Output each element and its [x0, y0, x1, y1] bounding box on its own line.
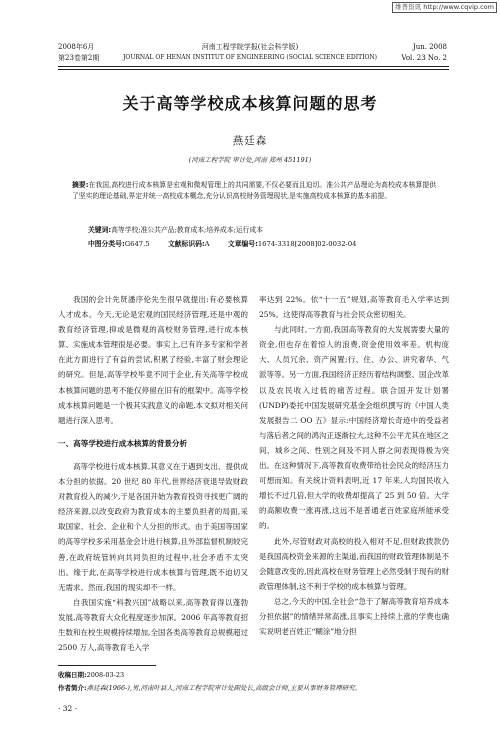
author-affiliation: (河南工程学院 审计处,河南 郑州 451191) [188, 156, 312, 164]
doc-code-value: A [204, 240, 210, 248]
abstract [72, 180, 436, 202]
abstract-label: 摘要: [72, 181, 89, 189]
clc-value: G647.5 [124, 240, 150, 248]
journal-title-cn: 河南工程学院学报(社会科学版) [201, 43, 299, 51]
header-rule-thin [58, 69, 449, 70]
header-issue: 第23卷第2期 [58, 54, 100, 62]
footnote-author [58, 683, 458, 693]
header-volume-en: Vol. 23 No. 2 [401, 54, 447, 62]
keywords [88, 225, 263, 236]
keywords-label: 关键词: [88, 226, 112, 234]
paragraph: 此外,尽管财政对高校的投入相对不足,但财政拨款仍是我国高校资金来源的主渠道,而我国的财政管理体制是不会随意改变的,因此高校在财务管理上必然受制于现有的财政管理体制,这不利于学校的成本核算与管理。 [259, 536, 449, 591]
header-rule [58, 66, 449, 67]
journal-title-en: JOURNAL OF HENAN INSTITUT OF ENGINEERING (SOCIAL SCIENCE EDITION) [123, 54, 377, 61]
article-id-value: 1674-3318[2008]02-0032-04 [257, 240, 357, 248]
doc-code-label: 文献标识码: [167, 240, 205, 248]
paragraph: 与此同时,一方面,我国高等教育的大发展需要大量的资金,但也存在着惊人的浪费,资金使用效率差。机构庞大、人员冗余、资产闲置;行、住、办公、讲究奢华、气派等等。另一方面,我国经济正经历着结构调整、国企改革以及农民收入过低的痛苦过程。联合国开发计划署(UNDP)委托中国发展研究基金会组织撰写的《中国人类发展报告二 OO 五》显示:中国经济增长奇迹中的受益者与落后者之间的鸿沟正逐渐拉大,这种不公平尤其在地区之间、城乡之间、性别之间及不同人群之间表现得极为突出。在这种情况下,高等教育收费带给社会民众的经济压力可想而知。有关统计资料表明,近 17 年来,人均国民收入增长不过几倍,但大学的收费却提高了 25 到 50 倍。大学的高额收费一涨再涨,这远不是普通老百姓家庭所能承受的。 [259, 325, 449, 531]
keywords-text: 高等学校;准公共产品;教育成本;培养成本;运行成本 [111, 226, 264, 234]
left-column [58, 292, 248, 655]
paragraph: 自我国实施“科教兴国”战略以来,高等教育得以蓬勃发展,高等教育大众化程度逐步加深。2006 年高等教育招生数和在校生规模持续增加,全国各类高等教育总规模超过 2500 万人,高等教育毛入学 [58, 597, 248, 653]
clc-label: 中图分类号: [88, 240, 125, 248]
author-bio: 燕廷森(1966-),男,河南叶县人,河南工程学院审计处副处长,高级会计师,主要从事财务管理研究。 [86, 684, 362, 692]
footnote-received [58, 670, 124, 680]
paragraph: 高等学校进行成本核算,其意义在于遇到支出、提供成本分担的依据。20 世纪 80 年代,世界经济衰退导致财政对教育投入的减少,于是各国开始为教育投资寻找更广阔的经济来源,以改变政府为教育成本的主要负担者的局面,采取国家、社会、企业和个人分担的形式。由于美国等国家的高等学校多采用基金会计进行核算,且外部监督机制较完善,在政府统管转向共同负担的过程中,社会矛盾不太突出。缘于此,在高等学校进行成本核算与管理,既不迫切又无需求。然而,我国的现实却不一样。 [58, 461, 248, 592]
header-month-en: Jun. 2008 [412, 43, 447, 51]
right-column [259, 292, 449, 639]
header-date: 2008年6月 [58, 43, 95, 51]
paragraph: 率达到 22%。依“十一五”规划,高等教育毛入学率达到 25%。这使得高等教育与社会民众密切相关。 [259, 295, 449, 320]
page-number: · 32 · [58, 704, 78, 713]
author-bio-label: 作者简介: [58, 684, 87, 692]
paragraph: 我国的会计先贤潘序伦先生很早就提出:有必要核算人才成本。今天,无论是宏观的国民经济管理,还是中观的教育经济管理,抑或是微观的高校财务管理,进行成本核算、实施成本管理很是必要。事实上,已有许多专家和学者在此方面进行了有益的尝试,积累了经验,丰富了财会理论的研究。但是,高等学校毕竟不同于企业,有关高等学校成本核算问题的思考不能仅停留在旧有的框架中。高等学校成本核算问题是一个极其实践意义的命题,本文拟对相关问题进行深入思考。 [58, 295, 248, 425]
abstract-text: 在我国,高校进行成本核算是宏观和微观管理上的共同需要,不仅必要而且迫切。准公共产品理论为高校成本核算提供了坚实的理论基础,界定并统一高校成本概念,充分认识高校财务管理现状,是实施高校成本核算的基本前提。 [72, 181, 437, 200]
article-id-label: 文章编号: [227, 240, 258, 248]
received-label: 收稿日期: [58, 671, 87, 679]
received-date: 2008-03-23 [86, 671, 125, 679]
footnote-rule [58, 665, 156, 666]
classification-row [88, 239, 448, 250]
section-heading: 一、高等学校进行成本核算的背景分析 [58, 438, 188, 448]
paragraph: 总之,今天的中国,全社会“急于了解高等教育培养成本分担依据”的情绪异常高涨,且事实上持续上涨的学费也确实说明老百姓正“糊涂”地分担 [259, 596, 449, 637]
author-name: 燕廷森 [232, 135, 268, 147]
article-title: 关于高等学校成本核算问题的思考 [122, 94, 378, 113]
watermark: 维普资讯 http://www.cqvip.com [392, 2, 497, 13]
